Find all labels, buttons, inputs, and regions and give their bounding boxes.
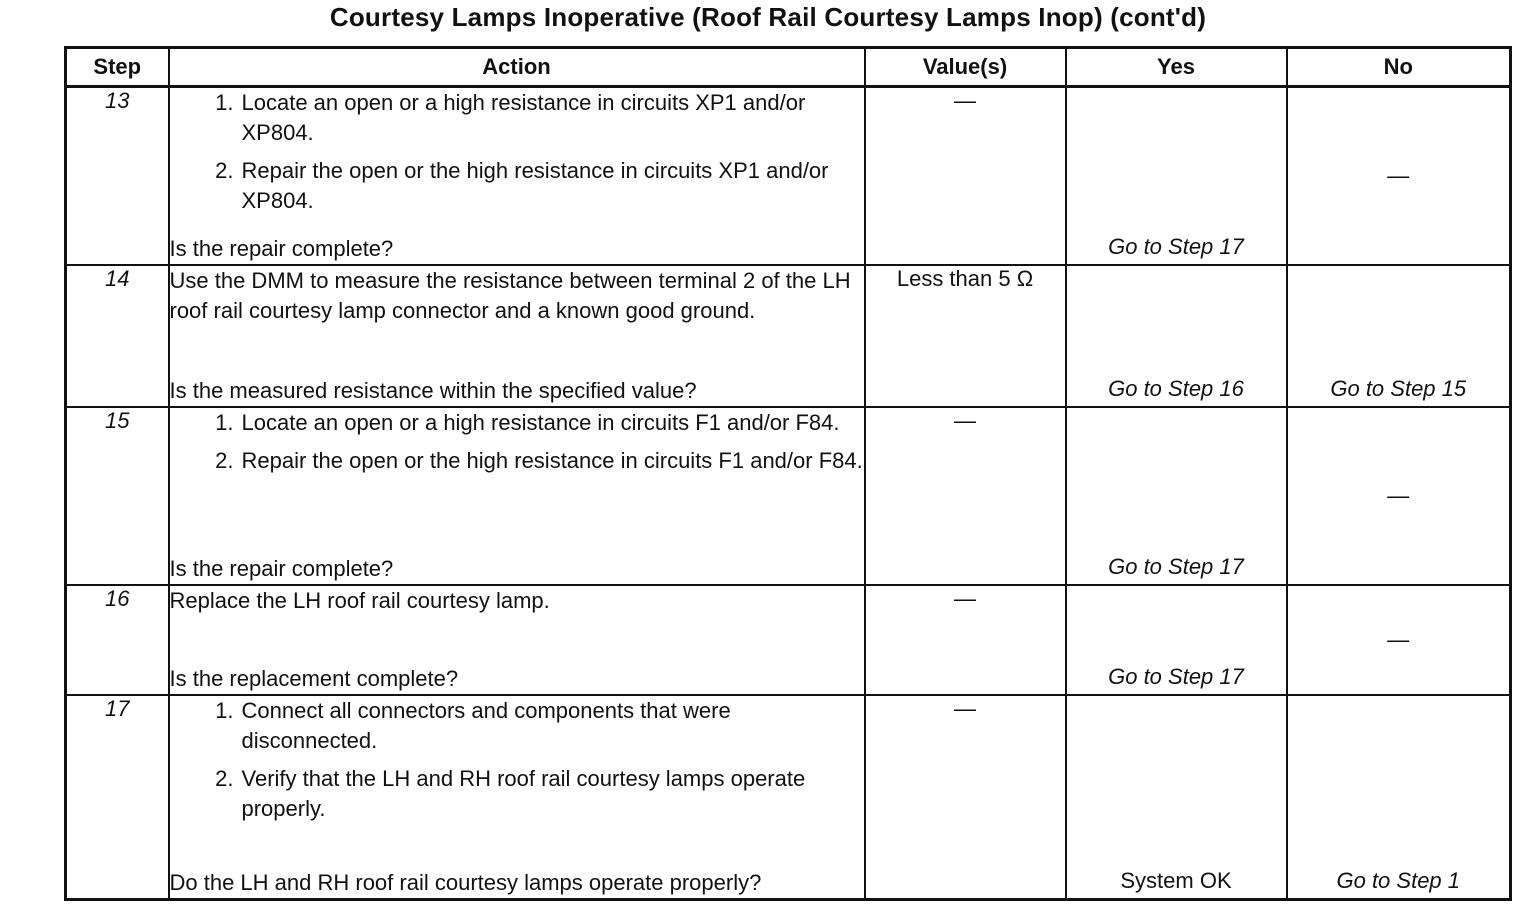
question-text: Is the repair complete? bbox=[169, 236, 394, 261]
step-number: 15 bbox=[66, 407, 169, 585]
list-number: 1. bbox=[215, 698, 234, 723]
yes-cell bbox=[1066, 695, 1287, 900]
action-cell bbox=[169, 585, 865, 695]
list-number: 1. bbox=[215, 410, 234, 435]
list-text: Repair the open or the high resistance in circuits XP1 and/or XP804. bbox=[241, 158, 829, 213]
no-cell bbox=[1287, 265, 1511, 407]
step-number: 16 bbox=[66, 585, 169, 695]
no-result: — bbox=[1387, 163, 1410, 188]
action-cell bbox=[169, 407, 865, 585]
list-item bbox=[170, 446, 864, 476]
yes-cell bbox=[1066, 407, 1287, 585]
no-result: Go to Step 15 bbox=[1330, 376, 1467, 401]
action-list bbox=[170, 696, 864, 832]
action-list bbox=[170, 408, 864, 484]
question-text: Is the measured resistance within the specified value? bbox=[169, 378, 697, 403]
question-text: Is the replacement complete? bbox=[169, 666, 459, 691]
table-row bbox=[66, 265, 1511, 407]
list-number: 2. bbox=[215, 158, 234, 183]
value-cell: Less than 5 Ω bbox=[865, 265, 1066, 407]
no-cell bbox=[1287, 87, 1511, 266]
action-list bbox=[170, 88, 864, 224]
yes-result: Go to Step 17 bbox=[1108, 234, 1244, 259]
list-text: Connect all connectors and components that were disconnected. bbox=[241, 698, 731, 753]
table-row bbox=[66, 407, 1511, 585]
yes-result: Go to Step 17 bbox=[1108, 554, 1244, 579]
value-cell: — bbox=[865, 87, 1066, 266]
list-item bbox=[170, 764, 864, 824]
table-row bbox=[66, 695, 1511, 900]
no-result: — bbox=[1387, 627, 1410, 652]
header-action: Action bbox=[169, 48, 865, 87]
action-paragraph: Use the DMM to measure the resistance between terminal 2 of the LH roof rail courtesy lamp connector and a known good ground. bbox=[169, 268, 851, 323]
no-result: — bbox=[1387, 483, 1410, 508]
list-text: Locate an open or a high resistance in circuits XP1 and/or XP804. bbox=[241, 90, 806, 145]
list-item bbox=[170, 408, 864, 438]
header-row bbox=[66, 48, 1511, 87]
action-cell bbox=[169, 695, 865, 900]
table-row bbox=[66, 87, 1511, 266]
list-number: 2. bbox=[215, 448, 234, 473]
value-cell: — bbox=[865, 695, 1066, 900]
table-row bbox=[66, 585, 1511, 695]
no-cell bbox=[1287, 585, 1511, 695]
yes-cell bbox=[1066, 265, 1287, 407]
yes-result: Go to Step 17 bbox=[1108, 664, 1244, 689]
diagnostic-table bbox=[64, 46, 1512, 901]
list-text: Locate an open or a high resistance in circuits F1 and/or F84. bbox=[241, 410, 840, 435]
list-text: Verify that the LH and RH roof rail courtesy lamps operate properly. bbox=[241, 766, 806, 821]
action-cell bbox=[169, 87, 865, 266]
value-cell: — bbox=[865, 407, 1066, 585]
yes-result: System OK bbox=[1120, 868, 1232, 893]
action-paragraph: Replace the LH roof rail courtesy lamp. bbox=[169, 588, 550, 613]
page-title: Courtesy Lamps Inoperative (Roof Rail Courtesy Lamps Inop) (cont'd) bbox=[329, 2, 1207, 32]
list-number: 1. bbox=[215, 90, 234, 115]
list-item bbox=[170, 88, 864, 148]
step-number: 17 bbox=[66, 695, 169, 900]
yes-cell bbox=[1066, 585, 1287, 695]
no-cell bbox=[1287, 695, 1511, 900]
step-number: 14 bbox=[66, 265, 169, 407]
no-result: Go to Step 1 bbox=[1336, 868, 1461, 893]
header-step: Step bbox=[66, 48, 169, 87]
list-item bbox=[170, 696, 864, 756]
question-text: Do the LH and RH roof rail courtesy lamps operate properly? bbox=[169, 870, 762, 895]
action-cell bbox=[169, 265, 865, 407]
yes-cell bbox=[1066, 87, 1287, 266]
step-number: 13 bbox=[66, 87, 169, 266]
header-no: No bbox=[1287, 48, 1511, 87]
yes-result: Go to Step 16 bbox=[1108, 376, 1244, 401]
no-cell bbox=[1287, 407, 1511, 585]
list-text: Repair the open or the high resistance in circuits F1 and/or F84. bbox=[241, 448, 863, 473]
value-cell: — bbox=[865, 585, 1066, 695]
list-item bbox=[170, 156, 864, 216]
question-text: Is the repair complete? bbox=[169, 556, 394, 581]
list-number: 2. bbox=[215, 766, 234, 791]
header-yes: Yes bbox=[1066, 48, 1287, 87]
header-value: Value(s) bbox=[865, 48, 1066, 87]
